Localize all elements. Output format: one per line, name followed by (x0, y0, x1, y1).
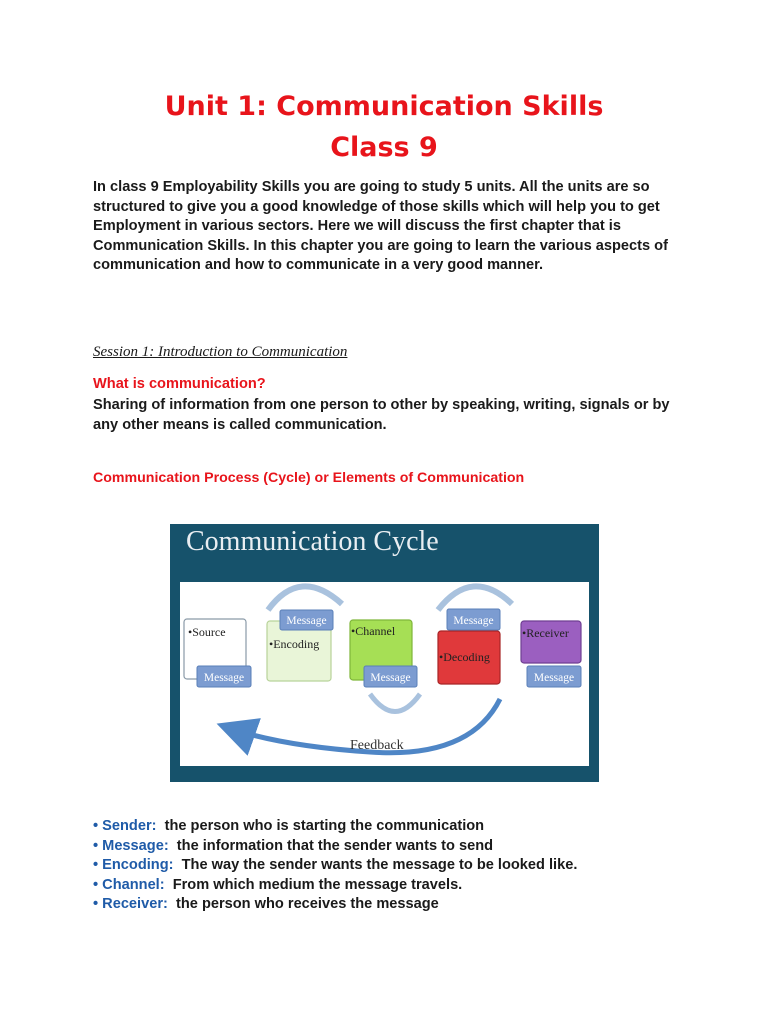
page-title: Unit 1: Communication Skills (164, 91, 604, 122)
svg-text:Message: Message (453, 615, 494, 627)
definitions-list (93, 817, 693, 915)
message-tag-1 (280, 610, 333, 630)
svg-text:Message: Message (203, 672, 245, 684)
definition-message (93, 837, 693, 857)
desc-channel: From which medium the message travels. (172, 876, 463, 893)
node-receiver-label: •Receiver (522, 626, 569, 640)
svg-text:Message: Message (370, 672, 411, 684)
desc-message: the information that the sender wants to send (176, 837, 494, 854)
definition-sender (93, 817, 693, 837)
svg-text:Message: Message (533, 672, 575, 684)
desc-sender: the person who is starting the communication (164, 818, 485, 834)
term-message: • Message: (93, 837, 169, 854)
page-subtitle: Class 9 (330, 132, 438, 163)
communication-cycle-figure (170, 524, 599, 782)
node-decoding (438, 631, 500, 684)
definition-channel (93, 876, 693, 896)
intro-paragraph: In class 9 Employability Skills you are going to study 5 units. All the units are so structured to give you a good knowledge of those skills which will help you to get Employment in various sectors. Here we will discuss the first chapter that is Communication Skills. In this chapter you are going to learn the various aspects of communication and how to communicate in a very good manner. (93, 179, 668, 273)
definition-encoding (93, 856, 693, 876)
question-answer: Sharing of information from one person to other by speaking, writing, signals or by any other means is called communication. (93, 397, 670, 433)
term-channel: • Channel: (93, 876, 165, 893)
node-receiver (521, 621, 581, 663)
session-heading: Session 1: Introduction to Communication (93, 344, 348, 360)
term-sender: • Sender: (93, 818, 157, 834)
term-encoding: • Encoding: (93, 857, 174, 873)
node-source-label: •Source (188, 625, 226, 639)
feedback-label: Feedback (350, 738, 404, 753)
node-channel-label: •Channel (351, 624, 396, 638)
definition-receiver (93, 895, 693, 915)
question-heading: What is communication? (93, 376, 266, 392)
message-tag-4 (447, 609, 500, 630)
desc-receiver: the person who receives the message (176, 896, 439, 912)
message-tag-2 (197, 666, 251, 687)
message-tag-5 (527, 666, 581, 687)
svg-text:Message: Message (286, 615, 327, 627)
message-tag-3 (364, 666, 417, 687)
process-heading: Communication Process (Cycle) or Elements of Communication (93, 470, 525, 486)
node-decoding-label: •Decoding (439, 650, 490, 664)
term-receiver: • Receiver: (93, 896, 168, 912)
desc-encoding: The way the sender wants the message to be looked like. (181, 857, 578, 873)
figure-title: Communication Cycle (186, 526, 439, 557)
node-encoding-label: •Encoding (269, 637, 320, 651)
